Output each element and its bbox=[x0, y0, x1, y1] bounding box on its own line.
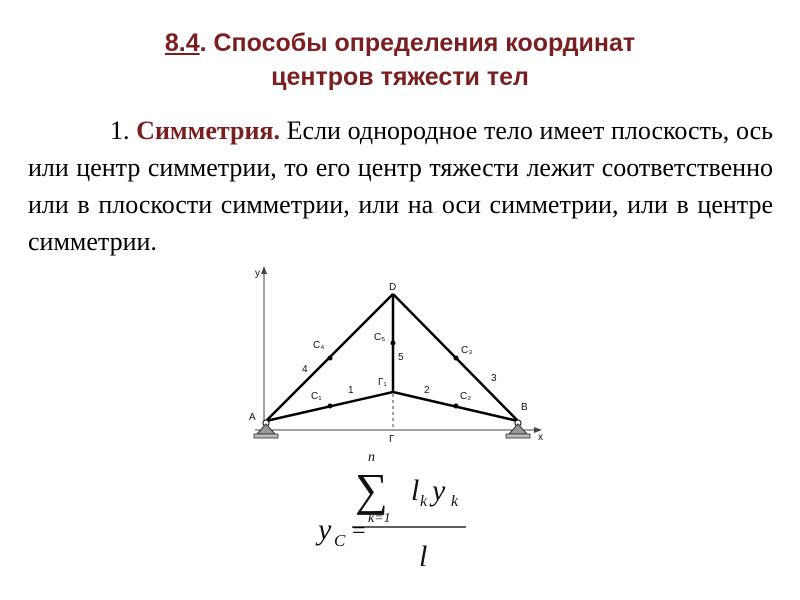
rod-label-5: 5 bbox=[398, 352, 404, 363]
centroid-c1-dot bbox=[328, 404, 333, 409]
label-g-bottom: Г bbox=[389, 434, 395, 445]
label-g-top: Г₁ bbox=[378, 377, 387, 388]
term-symmetry: Симметрия. bbox=[136, 116, 280, 145]
centroid-c3-dot bbox=[454, 356, 459, 361]
formula-sum-symbol: ∑ bbox=[355, 464, 388, 515]
y-axis-arrow bbox=[261, 266, 267, 274]
item-number: 1. bbox=[110, 116, 130, 145]
formula-lhs-var: y bbox=[318, 513, 332, 546]
rod-label-2: 2 bbox=[424, 385, 430, 396]
formula-sum-lower: k=1 bbox=[368, 511, 391, 526]
formula-term-y-sub: k bbox=[451, 493, 459, 510]
section-number: 8.4 bbox=[164, 29, 200, 57]
label-c3: C₃ bbox=[461, 345, 473, 356]
centroid-c5-dot bbox=[391, 341, 396, 346]
label-c4: C₄ bbox=[313, 340, 325, 351]
centroid-c4-dot bbox=[328, 356, 333, 361]
label-d: D bbox=[389, 282, 397, 293]
label-a: A bbox=[249, 412, 256, 423]
label-c1: C₁ bbox=[311, 391, 322, 402]
formula-term-y: y bbox=[432, 474, 446, 507]
paragraph-text: Если однородное тело имеет плоскость, ось или центр симметрии, то его центр тяжести лежит соответственно или в плоскости симметрии, или на оси симметрии, или в центре симметрии. bbox=[28, 116, 773, 256]
title-line-2: центров тяжести тел bbox=[271, 63, 529, 91]
label-c5: C₅ bbox=[374, 332, 386, 343]
title-text-1: . Способы определения координат bbox=[199, 29, 636, 57]
x-axis-label: x bbox=[538, 432, 543, 443]
label-c2: C₂ bbox=[460, 391, 472, 402]
formula-lhs-sub: C bbox=[334, 531, 346, 550]
rod-label-4: 4 bbox=[302, 364, 308, 375]
formula-equals: = bbox=[352, 518, 366, 544]
label-b: B bbox=[521, 402, 528, 413]
formula-term-l-sub: k bbox=[420, 493, 428, 510]
formula-denominator: l bbox=[419, 540, 428, 573]
y-axis-label: y bbox=[255, 268, 260, 279]
support-a bbox=[254, 420, 278, 438]
formula-term-l: l bbox=[411, 474, 420, 507]
rod-label-3: 3 bbox=[491, 373, 497, 384]
support-b bbox=[506, 420, 530, 438]
rod-label-1: 1 bbox=[348, 385, 354, 396]
centroid-formula bbox=[315, 450, 466, 573]
formula-sum-upper: n bbox=[368, 450, 375, 465]
centroid-c2-dot bbox=[454, 404, 459, 409]
